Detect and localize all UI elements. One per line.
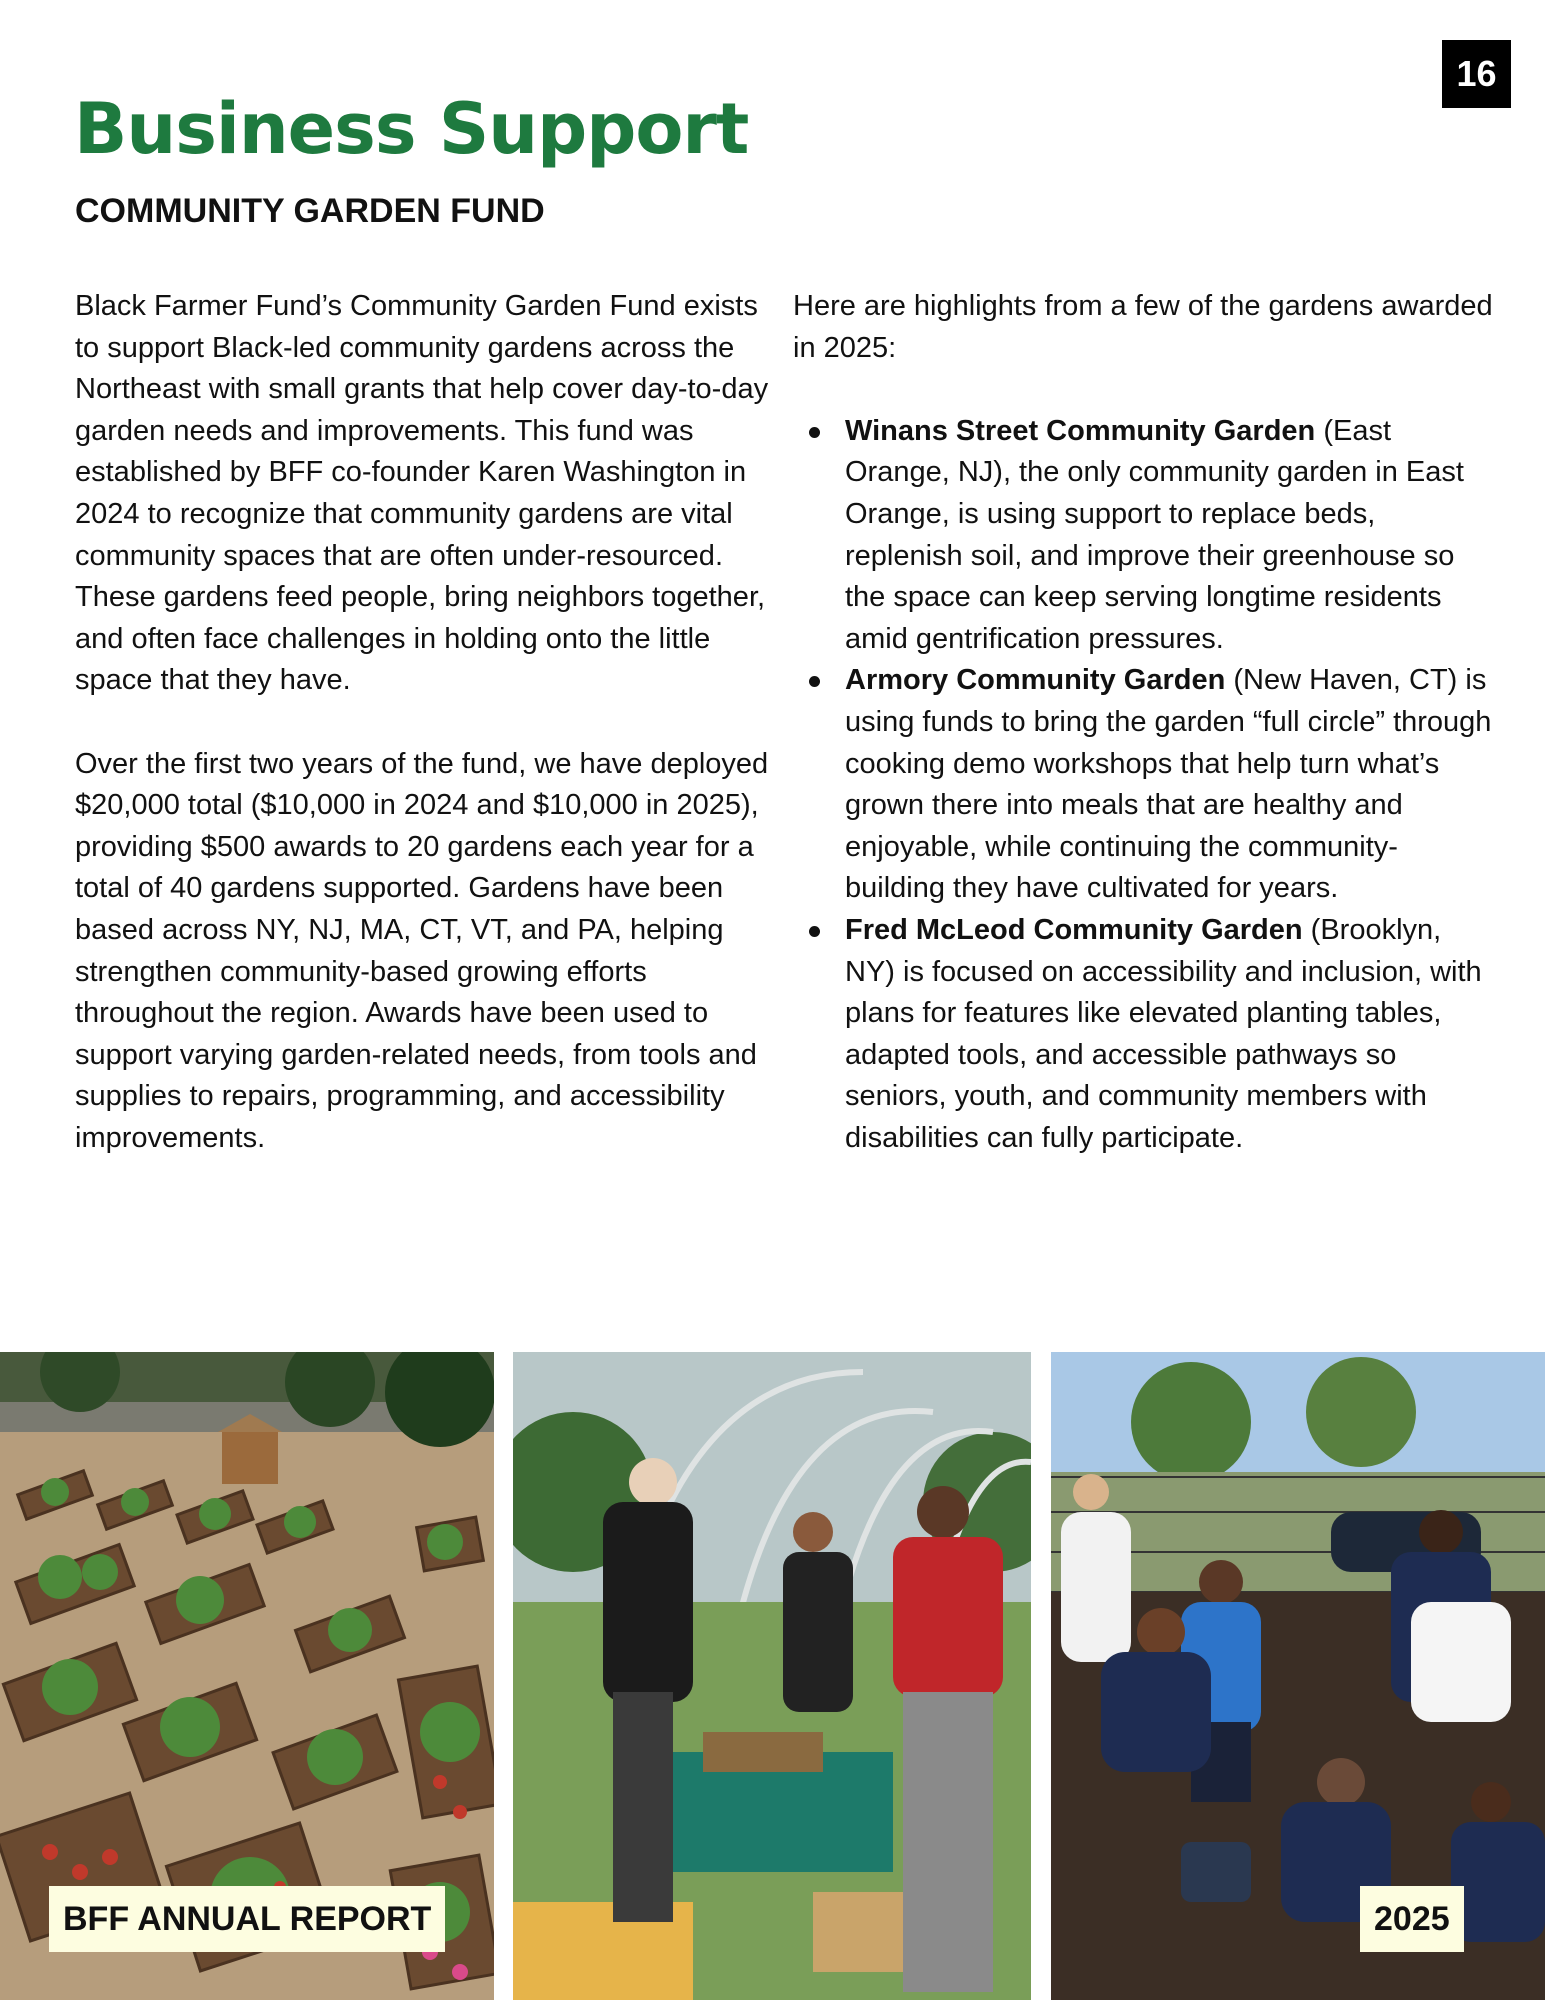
page-number-badge: 16 [1442,40,1511,108]
list-item [845,910,1493,1160]
garden-name: Winans Street Community Garden [845,414,1316,447]
page-title: Business Support [74,88,749,170]
garden-description: (New Haven, CT) is using funds to bring the garden “full circle” through cooking demo workshops that help turn what’s grown there into meals that are healthy and enjoyable, while continuing the community-building they have cultivated for years. [845,664,1492,905]
right-text-column [793,286,1493,1159]
report-year-label: 2025 [1360,1886,1464,1952]
highlights-intro: Here are highlights from a few of the gardens awarded in 2025: [793,290,1493,364]
hoop-house-illustration [513,1352,1031,2000]
photo-hoop-house-gathering [513,1352,1031,2000]
fund-stats-paragraph: Over the first two years of the fund, we have deployed $20,000 total ($10,000 in 2024 and $10,000 in 2025), providing $500 awards to 20 gardens each year for a total of 40 gardens supported. Gardens have been based across NY, NJ, MA, CT, VT, and PA, helping strengthen community-based growing efforts throughout the region. Awards have been used to support varying garden-related needs, from tools and supplies to repairs, programming, and accessibility improvements. [75,747,769,1154]
garden-name: Armory Community Garden [845,664,1226,697]
section-subtitle: COMMUNITY GARDEN FUND [75,192,545,230]
youth-planting-illustration [1051,1352,1545,2000]
intro-paragraph: Black Farmer Fund’s Community Garden Fund exists to support Black-led community gardens across the Northeast with small grants that help cover day-to-day garden needs and improvements. This fund was established by BFF co-founder Karen Washington in 2024 to recognize that community gardens are vital community spaces that are often under-resourced. These gardens feed people, bring neighbors together, and often face challenges in holding onto the little space that they have. [75,290,769,697]
garden-description: (East Orange, NJ), the only community garden in East Orange, is using support to replace beds, replenish soil, and improve their greenhouse so the space can keep serving longtime residents amid gentrification pressures. [845,414,1464,655]
garden-description: (Brooklyn, NY) is focused on accessibility and inclusion, with plans for features like elevated planting tables, adapted tools, and accessible pathways so seniors, youth, and community members with disabilities can fully participate. [845,913,1482,1154]
annual-report-label: BFF ANNUAL REPORT [49,1886,445,1952]
list-item [845,660,1493,910]
list-item [845,411,1493,661]
photo-youth-planting [1051,1352,1545,2000]
garden-highlights-list [793,411,1493,1160]
garden-name: Fred McLeod Community Garden [845,913,1303,946]
left-text-column [75,286,775,1159]
